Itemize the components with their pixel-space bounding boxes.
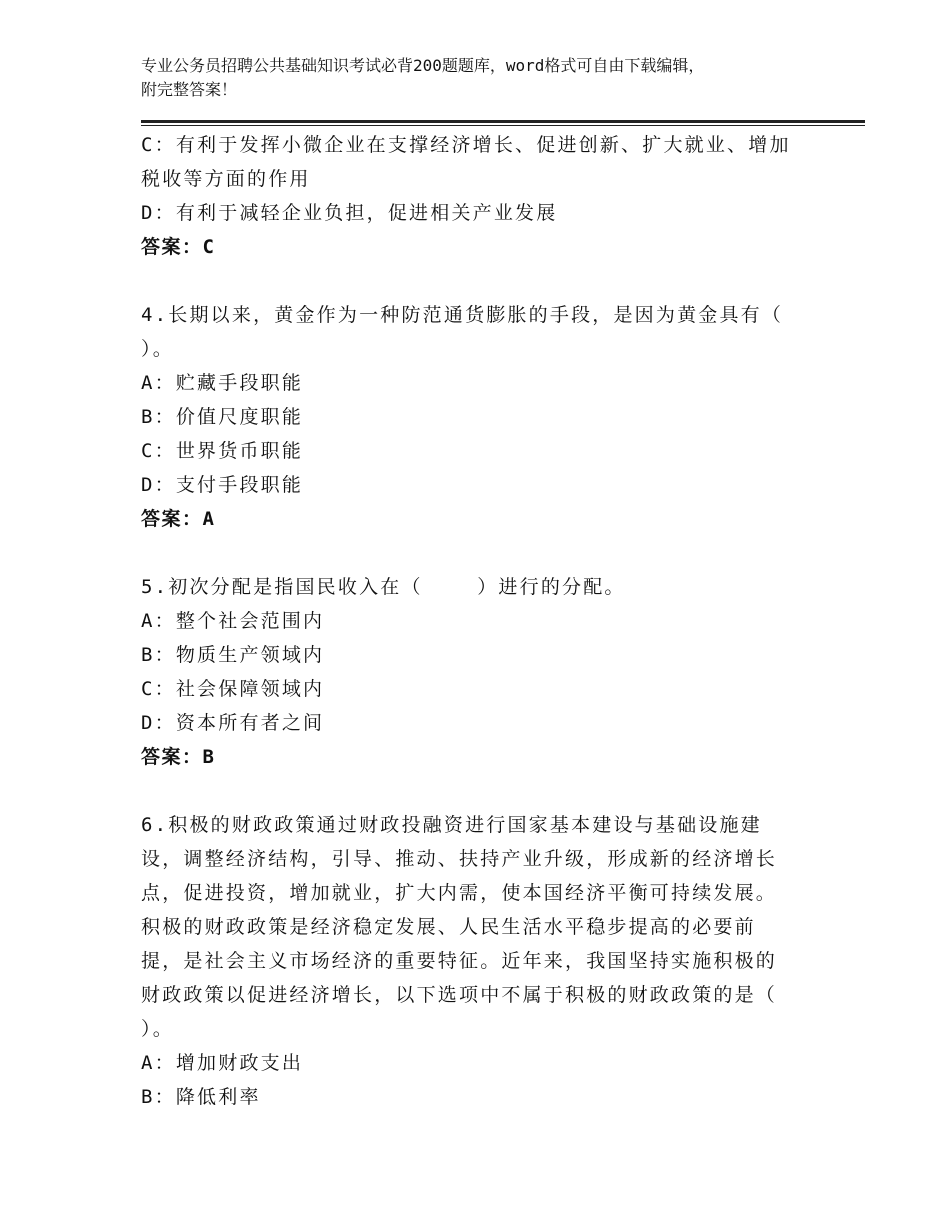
header-divider [141,120,865,126]
option-c: C：世界货币职能 [141,440,304,462]
question-6-stem-line-2: 设，调整经济结构，引导、推动、扶持产业升级，形成新的经济增长 [141,848,778,870]
option-d: D：有利于减轻企业负担，促进相关产业发展 [141,202,558,224]
option-a: A：整个社会范围内 [141,610,325,632]
option-c-line-2: 税收等方面的作用 [141,168,311,190]
header-line-1: 专业公务员招聘公共基础知识考试必背200题题库，word格式可自由下载编辑， [141,56,705,75]
option-c-line-1: C：有利于发挥小微企业在支撑经济增长、促进创新、扩大就业、增加 [141,134,791,156]
question-3-tail [141,128,821,264]
answer-4: 答案：A [141,508,216,530]
question-6-stem-line-4: 积极的财政政策是经济稳定发展、人民生活水平稳步提高的必要前 [141,916,756,938]
question-6-stem-line-7: ）。 [141,1018,174,1040]
question-5 [141,570,821,774]
question-4-stem-line-2: ）。 [141,338,174,360]
question-5-stem: 5.初次分配是指国民收入在（ ）进行的分配。 [141,576,626,598]
question-6-stem-line-6: 财政政策以促进经济增长，以下选项中不属于积极的财政政策的是（ [141,984,778,1006]
question-content [141,128,821,1114]
question-6-stem-line-1: 6.积极的财政政策通过财政投融资进行国家基本建设与基础设施建 [141,814,762,836]
question-4-stem-line-1: 4.长期以来，黄金作为一种防范通货膨胀的手段，是因为黄金具有（ [141,304,784,326]
question-6 [141,808,821,1114]
answer-5: 答案：B [141,746,216,768]
header-line-2: 附完整答案！ [141,80,238,99]
option-b: B：价值尺度职能 [141,406,304,428]
option-a: A：增加财政支出 [141,1052,304,1074]
option-d: D：支付手段职能 [141,474,304,496]
question-6-stem-line-5: 提，是社会主义市场经济的重要特征。近年来，我国坚持实施积极的 [141,950,778,972]
option-d: D：资本所有者之间 [141,712,325,734]
option-c: C：社会保障领域内 [141,678,325,700]
question-4 [141,298,821,536]
spacer [141,774,821,808]
spacer [141,264,821,298]
spacer [141,536,821,570]
page-header [141,54,841,102]
answer-3: 答案：C [141,236,216,258]
option-a: A：贮藏手段职能 [141,372,304,394]
option-b: B：物质生产领域内 [141,644,325,666]
option-b: B：降低利率 [141,1086,261,1108]
question-6-stem-line-3: 点，促进投资，增加就业，扩大内需，使本国经济平衡可持续发展。 [141,882,778,904]
